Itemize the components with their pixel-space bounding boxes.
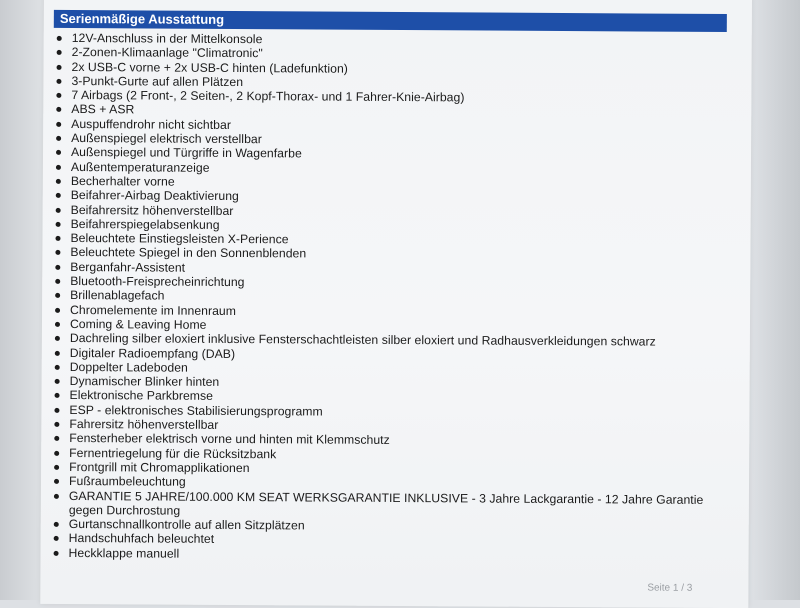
list-item-text: Beifahrer-Airbag Deaktivierung [70,188,239,204]
bullet-icon [56,79,61,84]
bullet-icon [54,451,59,456]
bullet-icon [56,165,61,170]
bullet-icon [57,36,62,41]
page-number: Seite 1 / 3 [647,582,693,594]
bullet-icon [54,493,59,498]
list-item-text: Beifahrerspiegelabsenkung [70,216,220,232]
list-item-text: Außenspiegel elektrisch verstellbar [71,131,262,147]
bullet-icon [56,193,61,198]
list-item-text: Digitaler Radioempfang (DAB) [69,345,236,361]
list-item-text: Auspuffendrohr nicht sichtbar [71,116,232,132]
list-item-text: Bluetooth-Freisprecheinrichtung [70,274,245,290]
bullet-icon [56,222,61,227]
bullet-icon [56,207,61,212]
list-item-text: Dachreling silber eloxiert inklusive Fensterschachtleisten silber eloxiert und Radhausverkleidungen schwarz [69,331,656,349]
list-item-text: Becherhalter vorne [70,173,175,189]
bullet-icon [55,393,60,398]
list-item [49,488,729,521]
list-item-text: 7 Airbags (2 Front-, 2 Seiten-, 2 Kopf-Thorax- und 1 Fahrer-Knie-Airbag) [71,88,465,105]
bullet-icon [55,293,60,298]
list-item-text: ABS + ASR [71,102,135,117]
bullet-icon [56,122,61,127]
bullet-icon [55,250,60,255]
left-background [0,0,44,600]
list-item-text: Beleuchtete Einstiegsleisten X-Perience [70,231,289,247]
bullet-icon [55,279,60,284]
list-item-text: 12V-Anschluss in der Mittelkonsole [71,31,263,47]
bullet-icon [55,365,60,370]
bullet-icon [55,236,60,241]
list-item-text: Außenspiegel und Türgriffe in Wagenfarbe [70,145,302,161]
bullet-icon [54,522,59,527]
list-item-text: Fußraumbeleuchtung [68,474,186,489]
bullet-icon [56,93,61,98]
list-item-text: 3-Punkt-Gurte auf allen Plätzen [71,73,244,89]
cut-off-text-fragment [234,0,404,2]
bullet-icon [55,308,60,313]
list-item-text: Fahrersitz höhenverstellbar [69,417,219,432]
list-item-text: Handschuhfach beleuchtet [68,531,215,547]
list-item [49,546,729,564]
list-item-text: Dynamischer Blinker hinten [69,374,220,390]
list-item-text: Coming & Leaving Home [69,316,207,332]
list-item-text: Doppelter Ladeboden [69,359,188,375]
list-item-text: 2x USB-C vorne + 2x USB-C hinten (Ladefunktion) [71,59,348,76]
list-item-text: Beifahrersitz höhenverstellbar [70,202,234,218]
bullet-icon [56,136,61,141]
bullet-icon [54,436,59,441]
list-item-text: ESP - elektronisches Stabilisierungsprogramm [69,402,323,419]
list-item-text: Brillenablagefach [70,288,165,303]
bullet-icon [56,150,61,155]
document-page [40,0,752,608]
list-item-text: 2-Zonen-Klimaanlage "Climatronic" [71,45,263,61]
list-item-text: Fernentriegelung für die Rücksitzbank [69,445,277,461]
bullet-icon [55,322,60,327]
bullet-icon [57,65,62,70]
bullet-icon [55,336,60,341]
list-item-text: Außentemperaturanzeige [70,159,210,175]
bullet-icon [54,551,59,556]
bullet-icon [56,107,61,112]
bullet-icon [55,350,60,355]
bullet-icon [56,179,61,184]
bullet-icon [54,422,59,427]
list-item-text: GARANTIE 5 JAHRE/100.000 KM SEAT WERKSGARANTIE INKLUSIVE - 3 Jahre Lackgarantie - 12 Jahre Garantie gegen Durchrostung [68,488,704,518]
list-item-text: Chromelemente im Innenraum [70,302,237,318]
list-item-text: Heckklappe manuell [68,545,180,561]
section-header: Serienmäßige Ausstattung [54,10,727,32]
list-item-text: Frontgrill mit Chromapplikationen [69,459,250,476]
bullet-icon [54,536,59,541]
list-item-text: Berganfahr-Assistent [70,259,186,275]
bullet-icon [54,479,59,484]
list-item-text: Fensterheber elektrisch vorne und hinten mit Klemmschutz [69,431,390,448]
bullet-icon [55,379,60,384]
list-item-text: Beleuchtete Spiegel in den Sonnenblenden [70,245,307,261]
bullet-icon [54,465,59,470]
bullet-icon [55,265,60,270]
right-background [752,0,800,600]
bullet-icon [54,408,59,413]
list-item-text: Gurtanschnallkontrolle auf allen Sitzplätzen [68,517,305,533]
list-item-text: Elektronische Parkbremse [69,388,214,404]
bullet-icon [57,50,62,55]
equipment-list [49,31,732,564]
